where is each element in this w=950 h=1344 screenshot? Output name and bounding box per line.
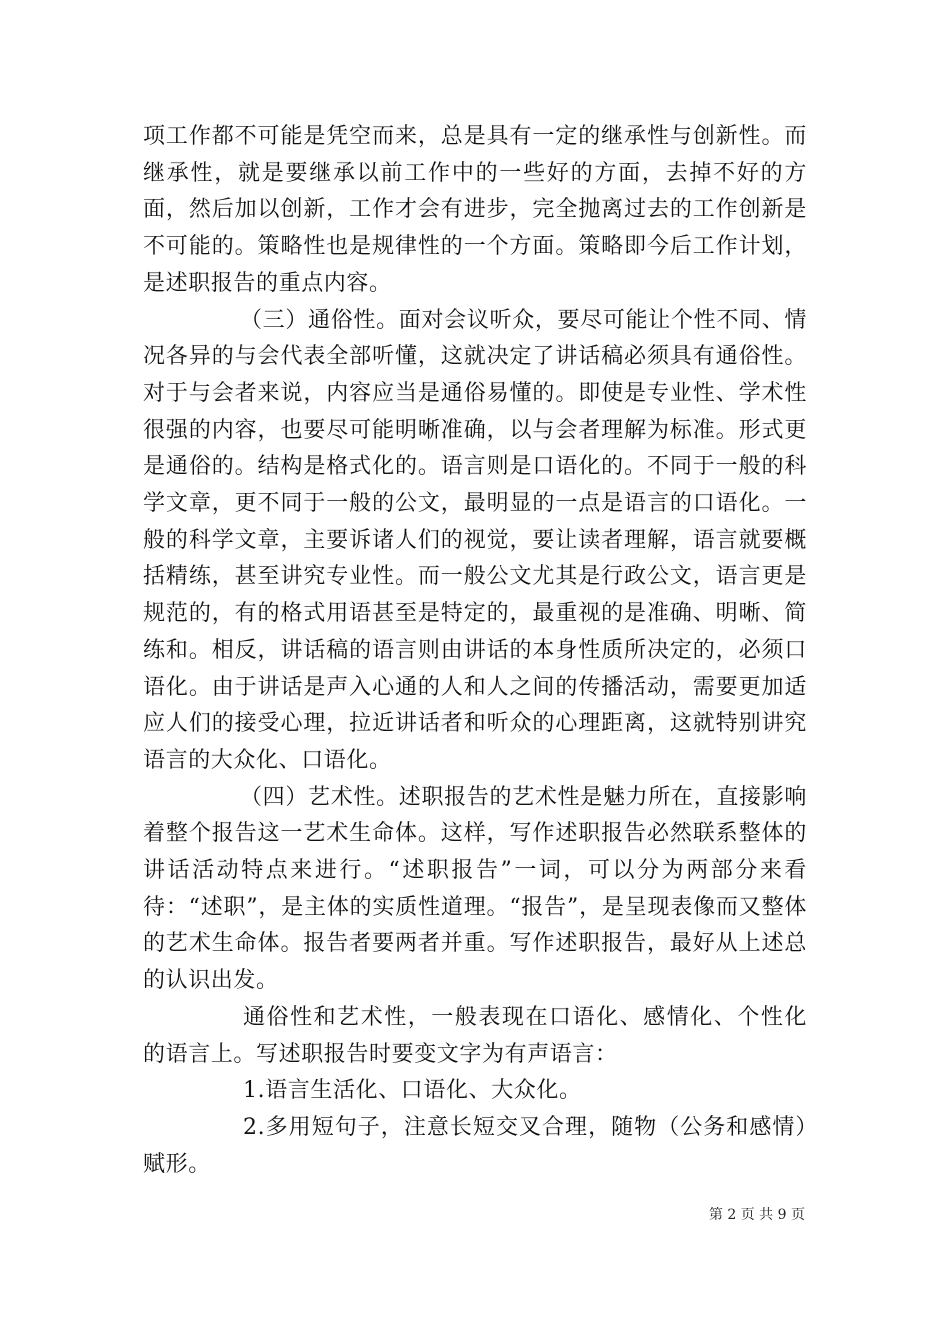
page-number-footer: 第 2 页 共 9 页 xyxy=(708,1207,805,1223)
list-item-2: 2.多用短句子，注意长短交叉合理，随物（公务和感情）赋形。 xyxy=(143,1114,807,1177)
paragraph-section-4: （四）艺术性。述职报告的艺术性是魅力所在，直接影响着整个报告这一艺术生命体。这样，写作述职报告必然联系整体的讲话活动特点来进行。“述职报告”一词，可以分为两部分来看待：“述职”，是主体的实质性道理。“报告”，是呈现表像而又整体的艺术生命体。报告者要两者并重。写作述职报告，最好从上述总的认识出发。 xyxy=(143,784,807,994)
document-body xyxy=(143,119,807,1183)
list-item-1: 1.语言生活化、口语化、大众化。 xyxy=(243,1078,582,1104)
paragraph-continuation: 项工作都不可能是凭空而来，总是具有一定的继承性与创新性。而继承性，就是要继承以前工作中的一些好的方面，去掉不好的方面，然后加以创新，工作才会有进步，完全抛离过去的工作创新是不可能的。策略性也是规律性的一个方面。策略即今后工作计划，是述职报告的重点内容。 xyxy=(143,124,807,296)
paragraph-summary: 通俗性和艺术性，一般表现在口语化、感情化、个性化的语言上。写述职报告时要变文字为有声语言： xyxy=(143,1004,807,1067)
paragraph-section-3: （三）通俗性。面对会议听众，要尽可能让个性不同、情况各异的与会代表全部听懂，这就决定了讲话稿必须具有通俗性。对于与会者来说，内容应当是通俗易懂的。即使是专业性、学术性很强的内容，也要尽可能明晰准确，以与会者理解为标准。形式更是通俗的。结构是格式化的。语言则是口语化的。不同于一般的科学文章，更不同于一般的公文，最明显的一点是语言的口语化。一般的科学文章，主要诉诸人们的视觉，要让读者理解，语言就要概括精练，甚至讲究专业性。而一般公文尤其是行政公文，语言更是规范的，有的格式用语甚至是特定的，最重视的是准确、明晰、简练和。相反，讲话稿的语言则由讲话的本身性质所决定的，必须口语化。由于讲话是声入心通的人和人之间的传播活动，需要更加适应人们的接受心理，拉近讲话者和听众的心理距离，这就特别讲究语言的大众化、口语化。 xyxy=(143,307,807,773)
